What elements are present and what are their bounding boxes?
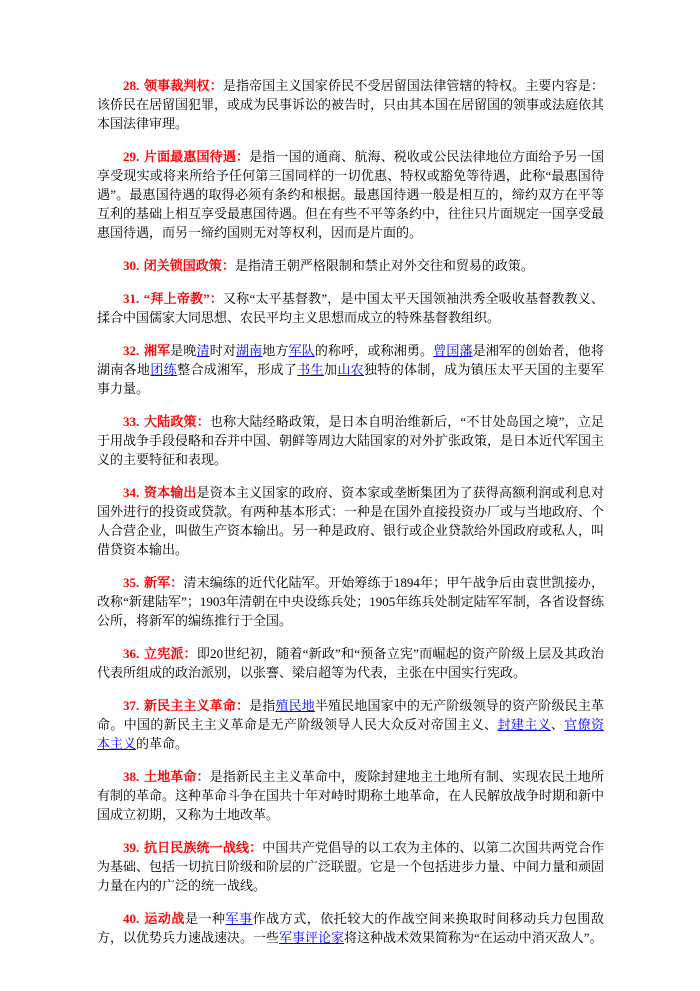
definition-text: 独特的体制，成为镇压太平天国的主要军事力量。 <box>97 362 604 396</box>
entry-separator: ： <box>196 769 210 784</box>
entry-separator: ： <box>249 840 263 855</box>
entry-term: 闭关锁国政策 <box>143 258 222 273</box>
entry-number: 29. <box>123 149 140 164</box>
hyperlink[interactable]: 清 <box>196 343 210 358</box>
hyperlink[interactable]: 曾国藩 <box>433 343 473 358</box>
definition-text: 是指 <box>249 698 276 713</box>
definition-entry <box>97 696 604 753</box>
definition-entry <box>97 767 604 824</box>
definition-text: 是晚 <box>170 343 197 358</box>
definition-text: 整合成湘军，形成了 <box>177 362 298 377</box>
definition-text: 加 <box>323 362 338 377</box>
definition-text: 中国共产党倡导的以工农为主体的、以第二次国共两党合作为基础、包括一切抗日阶级和阶层的广泛联盟。它是一个包括进步力量、中间力量和顽固力量在内的广泛的统一战线。 <box>97 840 605 893</box>
definition-text: 是指清王朝严格限制和禁止对外交往和贸易的政策。 <box>234 258 534 273</box>
definition-text: 半殖民地国家中的无产阶级领导的资产阶级民主革命。中国的新民主主义革命是无产阶级领导人民大众反对帝国主义、 <box>97 698 604 732</box>
definition-text: 是湘军的创始者，他将湖南各地 <box>97 343 604 377</box>
definition-text: 即20世纪初，随着“新政”和“预备立宪”而崛起的资产阶级上层及其政治代表所组成的政治派别，以张謇、梁启超等为代表，主张在中国实行宪政。 <box>97 646 604 680</box>
entry-number: 35. <box>123 575 140 590</box>
definition-text: 时对 <box>209 343 236 358</box>
entry-term: 片面最惠国待遇 <box>143 149 236 164</box>
entry-number: 32. <box>123 343 140 358</box>
entry-separator: ： <box>170 575 184 590</box>
definition-text: 是指一国的通商、航海、税收或公民法律地位方面给予另一国享受现实或将来所给予任何第三国同样的一切优惠、特权或豁免等待遇，此称“最惠国待遇”。最惠国待遇的取得必须有条约和根据。最惠国待遇一般是相互的，缔约双方在平等互利的基础上相互享受最惠国待遇。但在有些不平等条约中，往往只片面规定一国享受最惠国待遇，而另一缔约国则无对等权利，因而是片面的。 <box>97 149 605 240</box>
hyperlink[interactable]: 军队 <box>288 343 315 358</box>
definition-text: 、 <box>550 717 565 732</box>
definition-text: 是一种 <box>184 911 226 926</box>
entry-term: 运动战 <box>143 911 185 926</box>
entry-separator: ： <box>196 414 210 429</box>
definition-text: 是指帝国主义国家侨民不受居留国法律管辖的特权。主要内容是：该侨民在居留国犯罪，或成为民事诉讼的被告时，只由其本国在居留国的领事或法庭依其本国法律审理。 <box>97 78 605 131</box>
hyperlink[interactable]: 军事评论家 <box>279 930 345 945</box>
definition-text: 地方 <box>262 343 289 358</box>
entry-separator: ： <box>235 149 250 164</box>
definition-entry <box>97 289 604 327</box>
entry-number: 38. <box>123 769 140 784</box>
definition-text: 的称呼，或称湘勇。 <box>314 343 434 358</box>
definition-text: 的革命。 <box>136 736 189 751</box>
entry-term: 立宪派 <box>143 646 184 661</box>
definition-text: 清末编练的近代化陆军。开始筹练于1894年；甲午战争后由袁世凯接办，改称“新建陆军”；1903年清朝在中央设练兵处；1905年练兵处制定陆军军制，各省设督练公所，将新军的编练推行于全国。 <box>97 575 604 628</box>
entry-term: 抗日民族统一战线 <box>143 840 250 855</box>
definition-text: 是指新民主主义革命中，废除封建地主土地所有制、实现农民土地所有制的革命。这种革命斗争在国共十年对峙时期称土地革命，在人民解放战争时期和新中国成立初期，又称为土地改革。 <box>97 769 605 822</box>
definition-text: 作战方式，依托较大的作战空间来换取时间移动兵力包围敌方，以优势兵力速战速决。一些 <box>97 911 604 945</box>
definition-entry <box>97 909 604 947</box>
entry-separator: ： <box>183 646 197 661</box>
entry-number: 37. <box>123 698 140 713</box>
entry-number: 30. <box>123 258 140 273</box>
entry-term: “拜上帝教” <box>143 291 210 306</box>
definition-entry <box>97 644 604 682</box>
entry-number: 40. <box>123 911 140 926</box>
entry-term: 资本输出 <box>143 485 197 500</box>
entry-number: 34. <box>123 485 140 500</box>
definition-entry <box>97 412 604 469</box>
definition-text: 是资本主义国家的政府、资本家或垄断集团为了获得高额利润或利息对国外进行的投资或贷款。有两种基本形式：一种是在国外直接投资办厂或与当地政府、个人合营企业，叫做生产资本输出。另一种是政府、银行或企业贷款给外国政府或私人，叫借贷资本输出。 <box>97 485 605 557</box>
entry-separator: ： <box>221 258 235 273</box>
entry-term: 新民主主义革命 <box>143 698 236 713</box>
entry-number: 33. <box>123 414 140 429</box>
definition-entry <box>97 256 604 275</box>
entry-term: 新军 <box>143 575 171 590</box>
hyperlink[interactable]: 书生 <box>297 362 324 377</box>
hyperlink[interactable]: 殖民地 <box>275 698 315 713</box>
entry-number: 28. <box>123 78 140 93</box>
entry-separator: ： <box>209 291 224 306</box>
hyperlink[interactable]: 封建主义 <box>497 717 551 732</box>
entry-separator: ： <box>235 698 250 713</box>
hyperlink[interactable]: 团练 <box>150 362 178 377</box>
definition-entry <box>97 573 604 630</box>
entry-term: 领事裁判权 <box>143 78 210 93</box>
hyperlink[interactable]: 官僚资本主义 <box>97 717 604 751</box>
hyperlink[interactable]: 湖南 <box>235 343 263 358</box>
entry-number: 36. <box>123 646 140 661</box>
entry-term: 湘军 <box>143 343 171 358</box>
definition-text: 将这种战术效果简称为“在运动中消灭敌人”。 <box>344 930 603 945</box>
entry-number: 39. <box>123 840 140 855</box>
definition-entry <box>97 147 604 242</box>
definition-entry <box>97 76 604 133</box>
definition-entry <box>97 483 604 559</box>
entry-term: 土地革命 <box>143 769 197 784</box>
entry-term: 大陆政策 <box>143 414 197 429</box>
definition-entry <box>97 341 604 398</box>
entry-separator: ： <box>209 78 223 93</box>
definition-entry <box>97 838 604 895</box>
definition-text: 又称“太平基督教”，是中国太平天国领袖洪秀全吸收基督教教义、揉合中国儒家大同思想、农民平均主义思想而成立的特殊基督教组织。 <box>97 291 604 325</box>
definition-text: 也称大陆经略政策，是日本自明治维新后，“不甘处岛国之境”，立足于用战争手段侵略和吞并中国、朝鲜等周边大陆国家的对外扩张政策，是日本近代军国主义的主要特征和表现。 <box>97 414 605 467</box>
hyperlink[interactable]: 军事 <box>225 911 253 926</box>
hyperlink[interactable]: 山农 <box>337 362 365 377</box>
entry-number: 31. <box>123 291 140 306</box>
